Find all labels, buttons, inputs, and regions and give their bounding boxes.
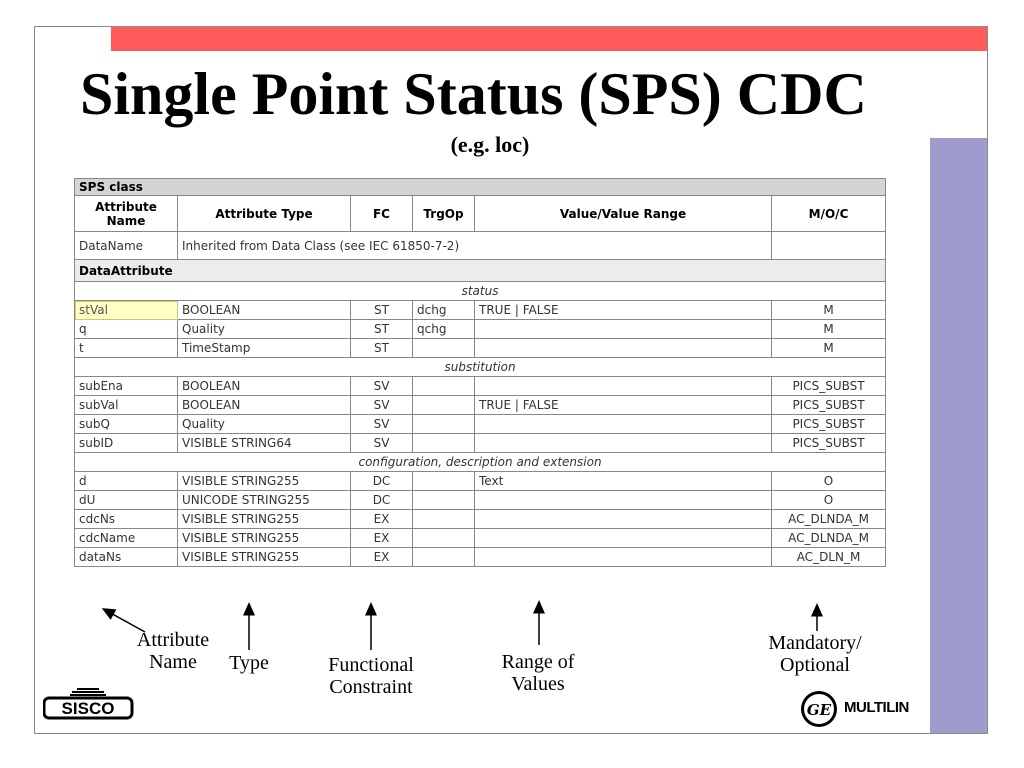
cell-type: VISIBLE STRING64 — [178, 434, 351, 453]
cell-fc: ST — [351, 301, 413, 320]
cell-type: VISIBLE STRING255 — [178, 529, 351, 548]
dataname-cell: DataName — [75, 232, 178, 260]
cell-fc: SV — [351, 434, 413, 453]
dataname-desc: Inherited from Data Class (see IEC 61850-7-2) — [178, 232, 772, 260]
cell-moc: M — [772, 339, 886, 358]
cell-fc: EX — [351, 510, 413, 529]
group-label: substitution — [75, 358, 886, 377]
cell-name[interactable]: stVal — [75, 301, 178, 320]
cell-fc: EX — [351, 548, 413, 567]
cell-moc: AC_DLNDA_M — [772, 529, 886, 548]
cell-name: t — [75, 339, 178, 358]
cell-fc: DC — [351, 472, 413, 491]
cell-moc: M — [772, 301, 886, 320]
cell-name: subID — [75, 434, 178, 453]
annotation-type: Type — [229, 652, 269, 674]
annotation-attribute-name: Attribute Name — [136, 629, 210, 673]
section-label: DataAttribute — [75, 260, 886, 282]
cell-name: q — [75, 320, 178, 339]
cell-type: BOOLEAN — [178, 396, 351, 415]
slide-subtitle: (e.g. loc) — [450, 132, 530, 157]
header-fc: FC — [351, 196, 413, 232]
header-attribute-name: Attribute Name — [75, 196, 178, 232]
cell-moc: O — [772, 491, 886, 510]
cell-type: Quality — [178, 320, 351, 339]
cell-type: VISIBLE STRING255 — [178, 548, 351, 567]
header-trgop: TrgOp — [413, 196, 475, 232]
group-label: status — [75, 282, 886, 301]
ge-logo — [799, 689, 839, 729]
header-attribute-type: Attribute Type — [178, 196, 351, 232]
header-moc: M/O/C — [772, 196, 886, 232]
cell-name: dU — [75, 491, 178, 510]
annotation-mandatory-optional: Mandatory/ Optional — [768, 632, 862, 676]
class-label: SPS class — [75, 179, 886, 196]
cell-fc: EX — [351, 529, 413, 548]
cell-name: dataNs — [75, 548, 178, 567]
cell-moc: AC_DLNDA_M — [772, 510, 886, 529]
cell-moc: O — [772, 472, 886, 491]
group-label: configuration, description and extension — [75, 453, 886, 472]
cell-fc: DC — [351, 491, 413, 510]
svg-text:SISCO: SISCO — [61, 699, 115, 718]
cell-fc: ST — [351, 320, 413, 339]
sisco-logo — [43, 686, 135, 722]
cell-trgop: qchg — [413, 320, 475, 339]
cell-type: TimeStamp — [178, 339, 351, 358]
annotation-functional-constraint: Functional Constraint — [328, 654, 414, 698]
cell-name: subQ — [75, 415, 178, 434]
header-value-range: Value/Value Range — [475, 196, 772, 232]
slide-title: Single Point Status (SPS) CDC — [80, 61, 867, 127]
cell-moc: M — [772, 320, 886, 339]
cell-fc: SV — [351, 396, 413, 415]
cell-name: subEna — [75, 377, 178, 396]
cell-moc: AC_DLN_M — [772, 548, 886, 567]
annotation-range-of-values: Range of Values — [501, 651, 575, 695]
cell-type: UNICODE STRING255 — [178, 491, 351, 510]
cell-type: Quality — [178, 415, 351, 434]
svg-text:GE: GE — [806, 701, 832, 719]
cell-name: d — [75, 472, 178, 491]
cell-name: cdcName — [75, 529, 178, 548]
cell-range: TRUE | FALSE — [475, 396, 772, 415]
cell-fc: SV — [351, 415, 413, 434]
cell-type: VISIBLE STRING255 — [178, 510, 351, 529]
cell-moc: PICS_SUBST — [772, 396, 886, 415]
cell-moc: PICS_SUBST — [772, 415, 886, 434]
cell-trgop: dchg — [413, 301, 475, 320]
cell-fc: ST — [351, 339, 413, 358]
cell-range: Text — [475, 472, 772, 491]
cell-name: cdcNs — [75, 510, 178, 529]
cell-type: VISIBLE STRING255 — [178, 472, 351, 491]
cell-moc: PICS_SUBST — [772, 434, 886, 453]
cell-fc: SV — [351, 377, 413, 396]
cell-type: BOOLEAN — [178, 301, 351, 320]
cell-type: BOOLEAN — [178, 377, 351, 396]
multilin-logo-text: MULTILIN — [844, 699, 909, 716]
cell-name: subVal — [75, 396, 178, 415]
cell-moc: PICS_SUBST — [772, 377, 886, 396]
cell-range: TRUE | FALSE — [475, 301, 772, 320]
